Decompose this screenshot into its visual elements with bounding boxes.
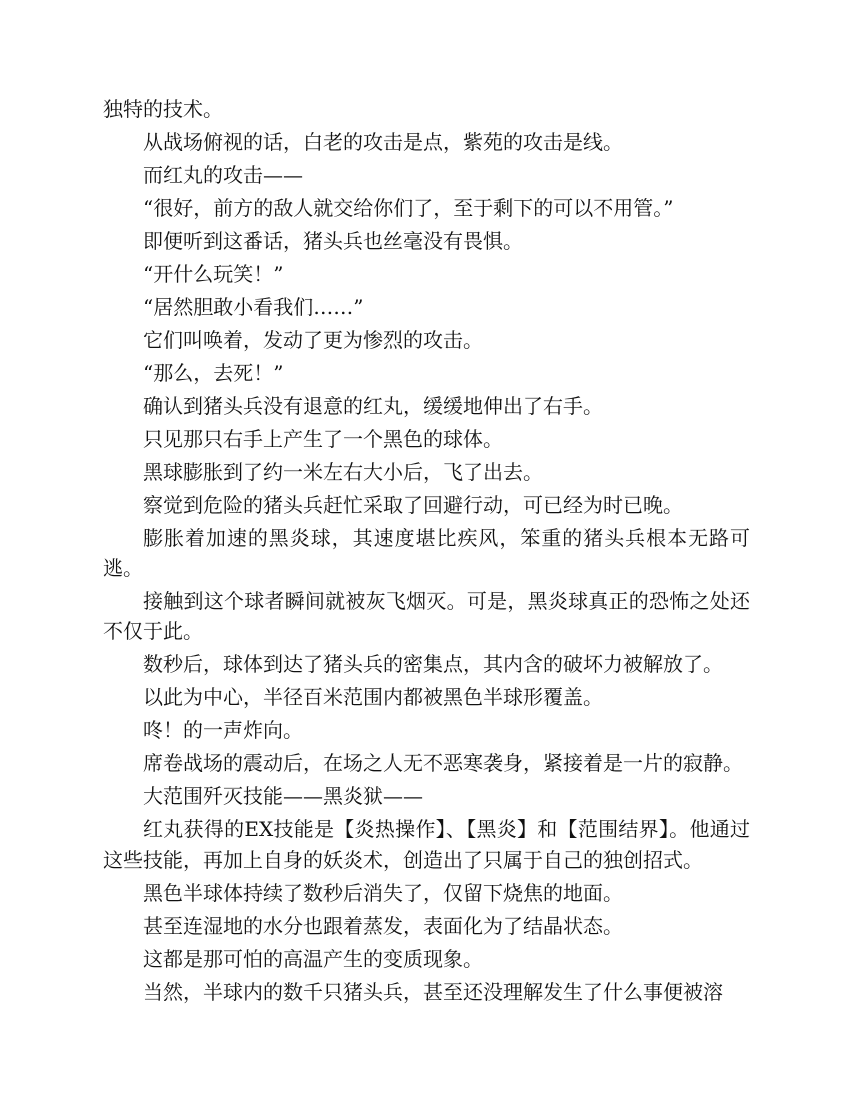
paragraph: 只见那只右手上产生了一个黑色的球体。 (143, 427, 503, 451)
paragraph: 察觉到危险的猪头兵赶忙采取了回避行动，可已经为时已晚。 (143, 493, 683, 517)
paragraph: “很好，前方的敌人就交给你们了，至于剩下的可以不用管。” (143, 196, 674, 220)
paragraph: 席卷战场的震动后，在场之人无不恶寒袭身，紧接着是一片的寂静。 (143, 751, 743, 776)
paragraph: 这都是那可怕的高温产生的变质现象。 (143, 946, 483, 971)
paragraph: 它们叫唤着，发动了更为惨烈的攻击。 (143, 328, 483, 352)
paragraph: 大范围歼灭技能——黑炎狱—— (143, 784, 423, 809)
paragraph: “居然胆敢小看我们……” (143, 295, 364, 319)
paragraph: 膨胀着加速的黑炎球，其速度堪比疾风，笨重的猪头兵根本无路可逃。 (103, 526, 750, 581)
paragraph: 当然，半球内的数千只猪头兵，甚至还没理解发生了什么事便被溶 (143, 979, 723, 1004)
paragraph: 独特的技术。 (103, 97, 223, 121)
paragraph: “那么，去死！” (143, 361, 284, 385)
document-page (103, 94, 750, 1010)
paragraph: 咚！的一声炸向。 (143, 718, 303, 743)
paragraph: 黑球膨胀到了约一米左右大小后，飞了出去。 (143, 460, 543, 484)
paragraph: 甚至连湿地的水分也跟着蒸发，表面化为了结晶状态。 (143, 913, 623, 938)
paragraph: 而红丸的攻击—— (143, 163, 303, 187)
paragraph: 接触到这个球者瞬间就被灰飞烟灭。可是，黑炎球真正的恐怖之处还不仅于此。 (103, 589, 750, 644)
paragraph: “开什么玩笑！” (143, 262, 284, 286)
paragraph: 黑色半球体持续了数秒后消失了，仅留下烧焦的地面。 (143, 880, 623, 905)
paragraph: 即便听到这番话，猪头兵也丝毫没有畏惧。 (143, 229, 523, 253)
paragraph: 数秒后，球体到达了猪头兵的密集点，其内含的破坏力被解放了。 (143, 652, 723, 677)
paragraph: 以此为中心，半径百米范围内都被黑色半球形覆盖。 (143, 685, 603, 710)
paragraph: 从战场俯视的话，白老的攻击是点，紫苑的攻击是线。 (143, 130, 623, 154)
paragraph: 红丸获得的EX技能是【炎热操作】、【黑炎】和【范围结界】。他通过这些技能，再加上自身的妖炎术，创造出了只属于自己的独创招式。 (103, 817, 750, 872)
paragraph: 确认到猪头兵没有退意的红丸，缓缓地伸出了右手。 (143, 394, 603, 418)
